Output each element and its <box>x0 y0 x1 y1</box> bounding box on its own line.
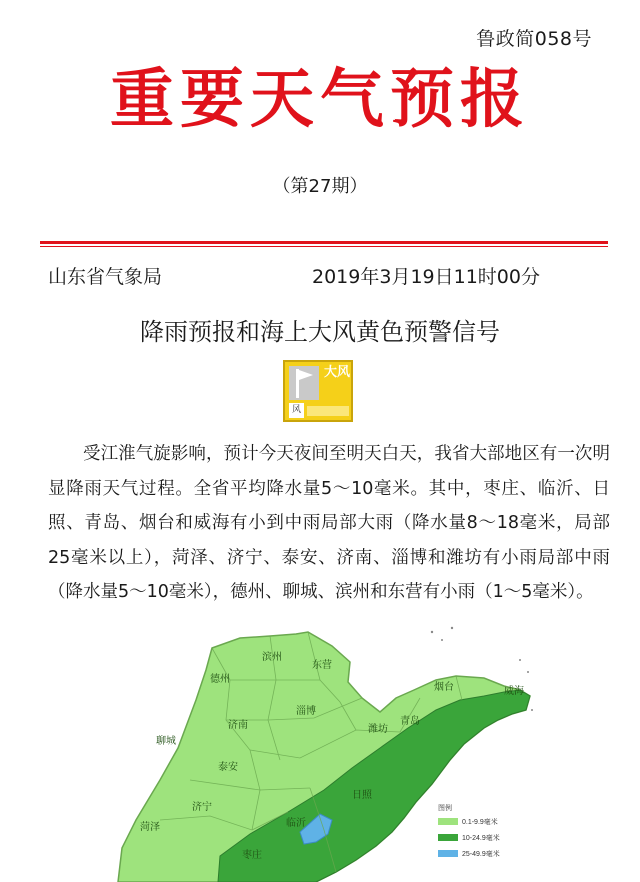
warning-sign-badge: 风 <box>289 403 304 418</box>
issuer: 山东省气象局 <box>48 266 163 288</box>
doc-number: 鲁政简058号 <box>476 28 592 50</box>
issue-number: （第27期） <box>272 176 368 197</box>
legend-label: 10-24.9毫米 <box>462 835 500 842</box>
city-label: 济宁 <box>192 802 212 813</box>
issue-datetime: 2019年3月19日11时00分 <box>312 266 540 288</box>
city-label: 烟台 <box>434 682 454 693</box>
legend-swatch-dark <box>438 834 458 841</box>
city-label: 菏泽 <box>140 822 160 833</box>
legend-title: 图例 <box>438 805 452 812</box>
legend-swatch-light <box>438 818 458 825</box>
city-label: 东营 <box>312 660 332 671</box>
city-label: 潍坊 <box>368 724 388 735</box>
city-label: 滨州 <box>262 652 282 663</box>
city-label: 枣庄 <box>242 850 262 861</box>
warning-sign-icon <box>283 360 353 422</box>
main-title: 重要天气预报 <box>110 63 530 137</box>
city-label: 临沂 <box>286 818 306 829</box>
city-label: 德州 <box>210 674 230 685</box>
city-label: 聊城 <box>156 736 176 747</box>
legend-swatch-blue <box>438 850 458 857</box>
rainfall-map <box>100 620 540 882</box>
body-paragraph: 受江淮气旋影响，预计今天夜间至明天白天，我省大部地区有一次明显降雨天气过程。全省平均降水量5～10毫米。其中，枣庄、临沂、日照、青岛、烟台和威海有小到中雨局部大雨（降水量8～18毫米，局部25毫米以上），菏泽、济宁、泰安、济南、淄博和潍坊有小雨局部中雨（降水量5～10毫米），德州、聊城、滨州和东营有小雨（1～5毫米）。 <box>48 444 610 602</box>
headline: 降雨预报和海上大风黄色预警信号 <box>140 318 500 346</box>
city-label: 淄博 <box>296 706 316 717</box>
city-label: 济南 <box>228 720 248 731</box>
red-divider <box>40 241 608 244</box>
legend-label: 25-49.9毫米 <box>462 851 500 858</box>
city-label: 威海 <box>504 686 524 697</box>
map-legend <box>438 803 500 858</box>
city-label: 泰安 <box>218 762 238 773</box>
city-label: 日照 <box>352 790 372 801</box>
warning-sign-text: 大风 <box>323 365 350 380</box>
city-label: 青岛 <box>400 716 420 727</box>
warning-sign-label-bar <box>307 406 349 416</box>
legend-label: 0.1-9.9毫米 <box>462 819 498 826</box>
